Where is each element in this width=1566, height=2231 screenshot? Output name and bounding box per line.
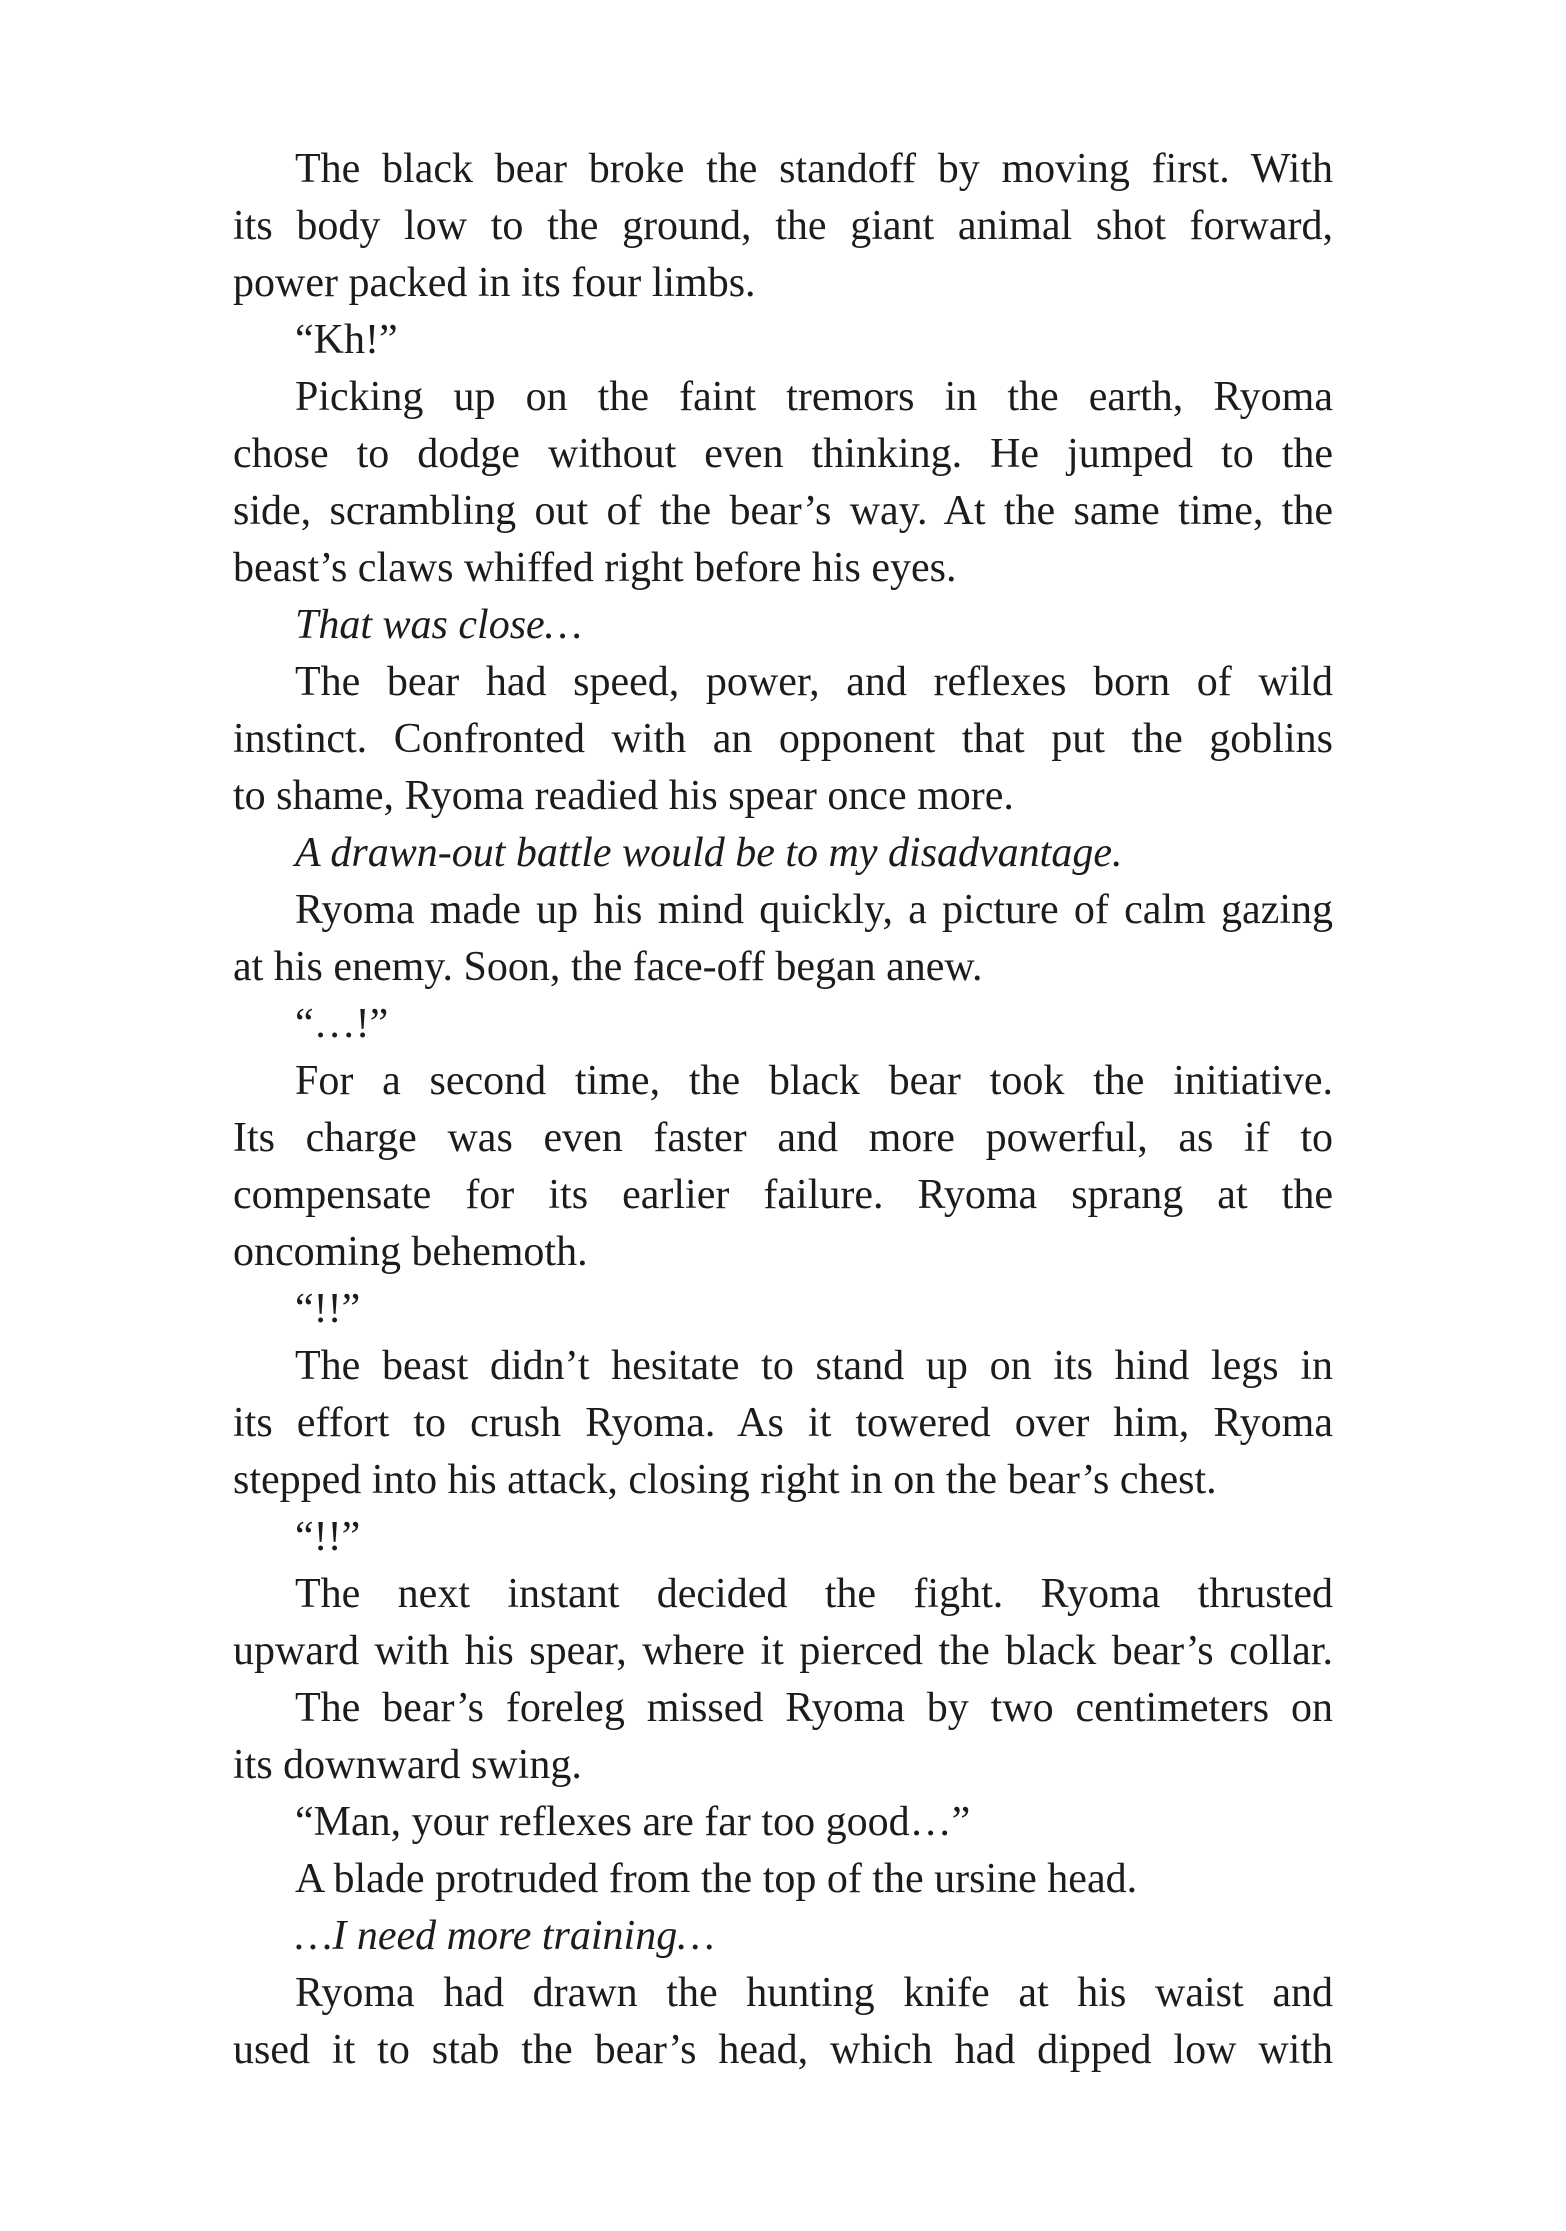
- text-line: chose to dodge without even thinking. He jumped to the: [233, 431, 1333, 477]
- text-line: “Kh!”: [295, 317, 398, 363]
- text-line: oncoming behemoth.: [233, 1229, 588, 1275]
- text-line: A drawn-out battle would be to my disadvantage.: [295, 830, 1123, 876]
- text-line: “!!”: [295, 1286, 361, 1332]
- text-line: at his enemy. Soon, the face-off began anew.: [233, 944, 983, 990]
- text-line: A blade protruded from the top of the ursine head.: [295, 1856, 1138, 1902]
- text-line: Picking up on the faint tremors in the earth, Ryoma: [295, 374, 1333, 420]
- text-line: its downward swing.: [233, 1742, 582, 1788]
- text-line: its body low to the ground, the giant animal shot forward,: [233, 203, 1333, 249]
- text-line: For a second time, the black bear took the initiative.: [295, 1058, 1333, 1104]
- text-line: …I need more training…: [295, 1913, 715, 1959]
- text-line: That was close…: [295, 602, 583, 648]
- text-line: “…!”: [295, 1001, 389, 1047]
- text-line: The bear’s foreleg missed Ryoma by two centimeters on: [295, 1685, 1333, 1731]
- text-line: side, scrambling out of the bear’s way. At the same time, the: [233, 488, 1333, 534]
- text-line: instinct. Confronted with an opponent that put the goblins: [233, 716, 1333, 762]
- text-line: to shame, Ryoma readied his spear once more.: [233, 773, 1014, 819]
- text-line: Ryoma made up his mind quickly, a picture of calm gazing: [295, 887, 1333, 933]
- text-line: The next instant decided the fight. Ryoma thrusted: [295, 1571, 1333, 1617]
- text-line: upward with his spear, where it pierced the black bear’s collar.: [233, 1628, 1333, 1674]
- text-line: Ryoma had drawn the hunting knife at his waist and: [295, 1970, 1333, 2016]
- text-line: stepped into his attack, closing right in on the bear’s chest.: [233, 1457, 1217, 1503]
- text-line: The black bear broke the standoff by moving first. With: [295, 146, 1333, 192]
- text-line: The bear had speed, power, and reflexes born of wild: [295, 659, 1333, 705]
- text-line: compensate for its earlier failure. Ryoma sprang at the: [233, 1172, 1333, 1218]
- text-line: its effort to crush Ryoma. As it towered over him, Ryoma: [233, 1400, 1333, 1446]
- text-line: “Man, your reflexes are far too good…”: [295, 1799, 971, 1845]
- text-line: power packed in its four limbs.: [233, 260, 756, 306]
- text-line: beast’s claws whiffed right before his eyes.: [233, 545, 957, 591]
- text-line: “!!”: [295, 1514, 361, 1560]
- text-line: The beast didn’t hesitate to stand up on its hind legs in: [295, 1343, 1333, 1389]
- text-line: Its charge was even faster and more powerful, as if to: [233, 1115, 1333, 1161]
- text-line: used it to stab the bear’s head, which had dipped low with: [233, 2027, 1333, 2073]
